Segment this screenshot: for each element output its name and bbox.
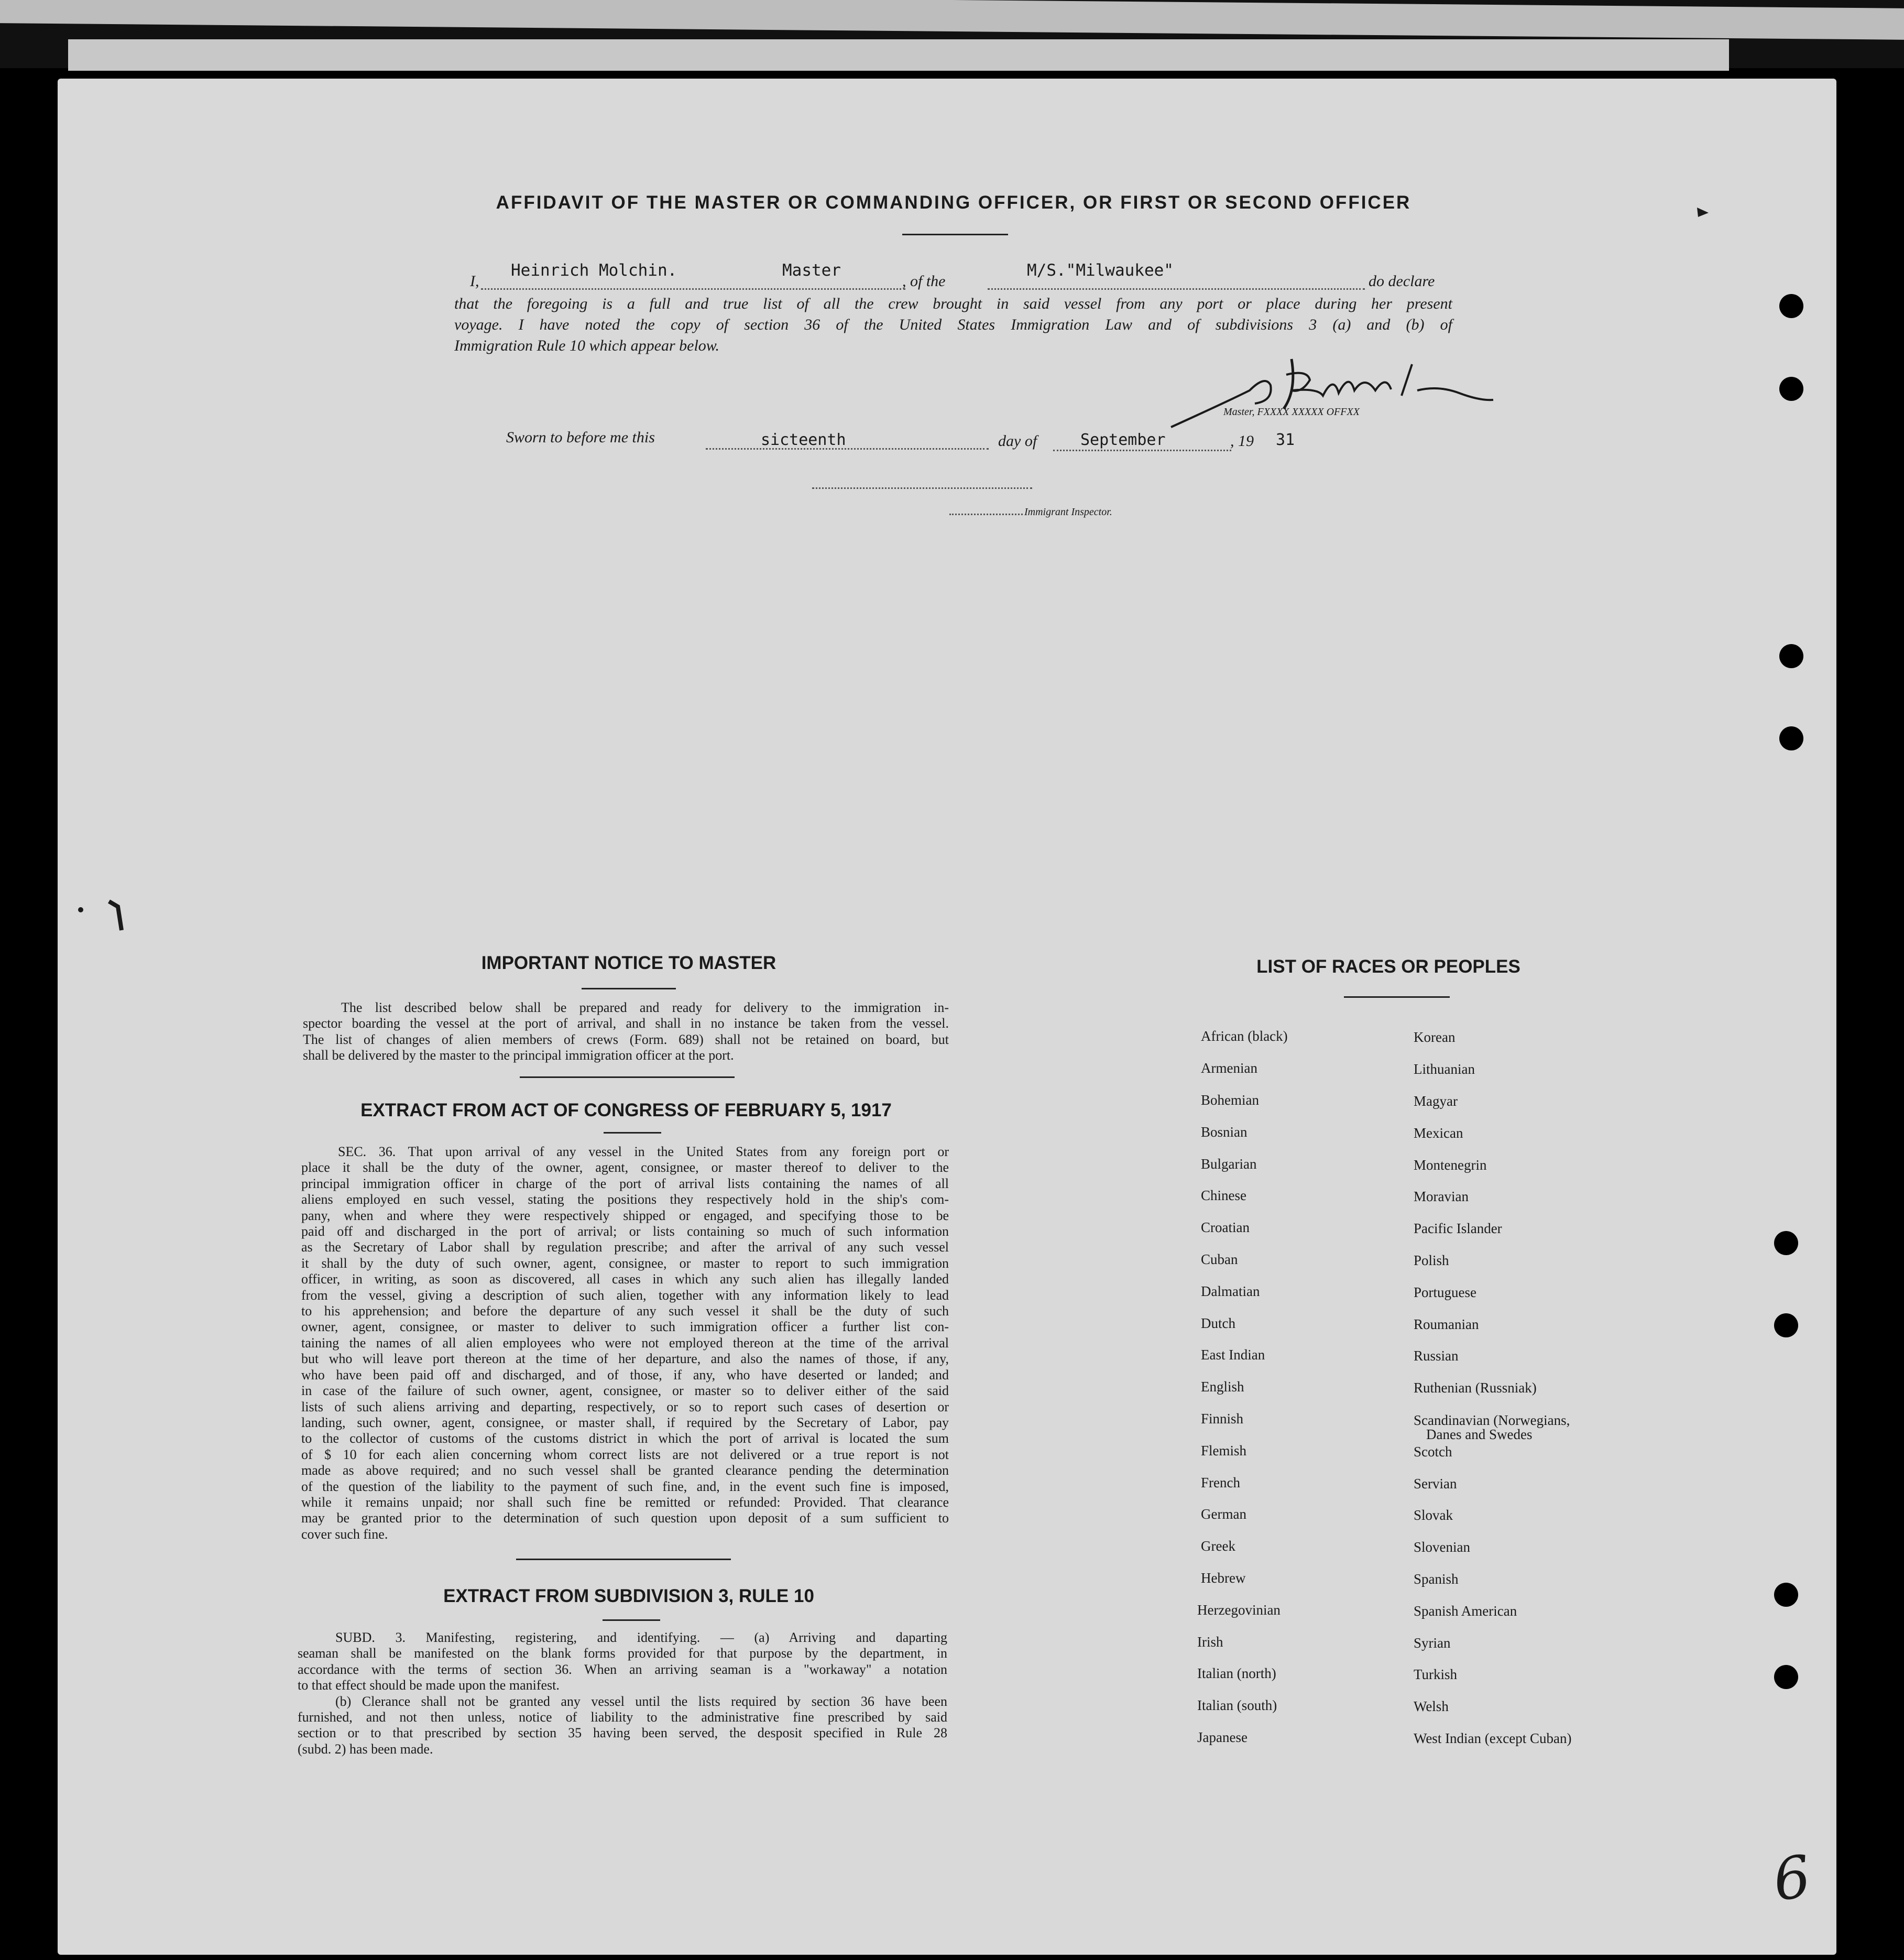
act-line: taining the names of all alien employees who were not employed thereon at the time of the arrival — [301, 1335, 949, 1351]
punch-hole — [1779, 377, 1803, 401]
race-item: Turkish — [1414, 1667, 1458, 1682]
race-item: Portuguese — [1414, 1284, 1476, 1300]
race-item: Hebrew — [1201, 1570, 1246, 1586]
arrow-icon — [1695, 205, 1711, 219]
name-field-line — [481, 288, 905, 290]
act-line: made as above required; and no such vessel shall be granted clearance pending the determination — [301, 1463, 949, 1478]
act-extract-title: EXTRACT FROM ACT OF CONGRESS OF FEBRUARY 5, 1917 — [360, 1100, 892, 1120]
divider — [902, 234, 1008, 235]
day-field-line — [706, 448, 989, 450]
rule-line: SUBD. 3. Manifesting, registering, and identifying. — (a) Arriving and daparting — [335, 1630, 947, 1645]
notice-line: The list described below shall be prepared and ready for delivery to the immigration in- — [341, 1000, 949, 1015]
punch-hole — [1779, 726, 1803, 750]
race-item: Spanish American — [1414, 1603, 1517, 1619]
of-the-label: , of the — [902, 273, 946, 290]
race-item: Ruthenian (Russniak) — [1414, 1380, 1537, 1396]
sworn-month: September — [1080, 431, 1166, 449]
act-line: paid off and discharged in the port of arrival; or lists containing so much of such information — [301, 1224, 949, 1239]
act-line: to the collector of customs of the customs district in which the port of arrival is located the sum — [301, 1431, 949, 1446]
page-number-mark: 6 — [1769, 1842, 1815, 1914]
race-item: Pacific Islander — [1414, 1221, 1502, 1236]
act-line: to his apprehension; and before the departure of any such vessel it shall be the duty of such — [301, 1303, 949, 1319]
act-line: aliens employed en such vessel, stating the positions they respectively hold in the ship's com- — [301, 1192, 949, 1207]
act-line: SEC. 36. That upon arrival of any vessel in the United States from any foreign port or — [338, 1144, 949, 1159]
race-item: Cuban — [1201, 1251, 1238, 1267]
race-item: Finnish — [1201, 1411, 1244, 1427]
race-item: East Indian — [1201, 1347, 1265, 1363]
race-item: Japanese — [1197, 1729, 1248, 1745]
rule-line: (b) Clerance shall not be granted any vessel until the lists required by section 36 have been — [335, 1693, 947, 1709]
month-field-line — [1053, 450, 1231, 451]
act-line: principal immigration officer in charge of the port of arrival lists containing the names of all — [301, 1175, 949, 1191]
master-name: Heinrich Molchin. — [511, 261, 677, 280]
act-line: may be granted prior to the determination of such question upon deposit of a sum sufficient to — [301, 1510, 949, 1526]
notice-line: The list of changes of alien members of crews (Form. 689) shall not be retained on board, but — [303, 1031, 949, 1047]
rule-line: seaman shall be manifested on the blank forms provided for that purpose by the department, in — [298, 1646, 947, 1661]
race-item: Servian — [1414, 1476, 1457, 1491]
act-line: from the vessel, giving a description of such alien, together with any information likely to lead — [301, 1287, 949, 1303]
race-item: Montenegrin — [1414, 1157, 1487, 1173]
race-item: Russian — [1414, 1348, 1459, 1364]
rule-line: to that effect should be made upon the manifest. — [298, 1678, 560, 1693]
race-item: Dalmatian — [1201, 1283, 1260, 1299]
act-line: while it remains unpaid; nor shall such fine be remitted or refunded: Provided. That clearance — [301, 1494, 949, 1510]
affidavit-line-2: that the foregoing is a full and true list of all the crew brought in said vessel from any port or place during her present — [454, 295, 1452, 312]
race-item: Magyar — [1414, 1093, 1458, 1109]
affidavit-pronoun: I, — [470, 273, 479, 290]
rule-extract-body — [298, 1630, 947, 1757]
race-item: Scandinavian (Norwegians, — [1414, 1412, 1570, 1428]
act-line: officer, in writing, as soon as discovered, all cases in which any such alien has illegally landed — [301, 1271, 949, 1287]
act-line: as the Secretary of Labor shall by regulation prescribe; and after the arrival of any such vessel — [301, 1239, 949, 1255]
rule-line: (subd. 2) has been made. — [298, 1741, 433, 1757]
race-item: West Indian (except Cuban) — [1414, 1730, 1572, 1746]
sworn-year: 31 — [1276, 431, 1295, 449]
sworn-day: sicteenth — [761, 431, 846, 449]
race-item: Dutch — [1201, 1315, 1235, 1331]
rule-line: accordance with the terms of section 36. When an arriving seaman is a "workaway" a notation — [298, 1661, 947, 1677]
punch-hole — [1774, 1313, 1798, 1337]
race-item: Bosnian — [1201, 1124, 1248, 1140]
rule-line: section or to that prescribed by section 35 having been served, the desposit specified in Rule 28 — [298, 1725, 947, 1741]
notice-line: spector boarding the vessel at the port of arrival, and shall in no instance be taken from the vessel. — [303, 1016, 949, 1031]
race-item: Italian (south) — [1197, 1697, 1277, 1713]
act-line: owner, agent, consignee, or master to deliver to such immigration officer a further list con- — [301, 1319, 949, 1335]
race-item: Roumanian — [1414, 1316, 1479, 1332]
race-item: German — [1201, 1506, 1246, 1522]
act-line: of the question of the liability to the payment of such fine, and, in the event such fine is imposed, — [301, 1478, 949, 1494]
race-item: Bohemian — [1201, 1092, 1259, 1108]
punch-hole — [1779, 644, 1803, 668]
divider — [603, 1619, 660, 1621]
act-line: cover such fine. — [301, 1526, 388, 1542]
vessel-field-line — [988, 288, 1365, 290]
act-extract-body — [301, 1144, 949, 1542]
punch-hole — [1774, 1583, 1798, 1607]
divider — [520, 1076, 735, 1078]
race-item: Irish — [1197, 1634, 1223, 1650]
race-item: Korean — [1414, 1029, 1456, 1045]
races-title: LIST OF RACES OR PEOPLES — [1256, 956, 1520, 977]
edge-mark — [73, 891, 136, 938]
master-signature — [1166, 354, 1501, 432]
act-line: landing, such owner, agent, consignee, or master shall, if required by the Secretary of Labor, pay — [301, 1414, 949, 1430]
signature-caption: Master, FXXXX XXXXX OFFXX — [1223, 406, 1360, 418]
act-line: pany, when and where they were respectively shipped or engaged, and specifying those to be — [301, 1207, 949, 1223]
inspector-line-1 — [812, 487, 1032, 489]
vessel-name: M/S."Milwaukee" — [1027, 261, 1174, 280]
sworn-label: Sworn to before me this — [506, 429, 655, 446]
race-item: Croatian — [1201, 1219, 1250, 1235]
race-item: Polish — [1414, 1253, 1449, 1268]
inspector-caption: Immigrant Inspector. — [1024, 506, 1112, 518]
divider — [582, 988, 676, 989]
inspector-line-2 — [949, 514, 1023, 515]
race-item: Danes and Swedes — [1426, 1427, 1533, 1442]
act-line: place it shall be the duty of the owner, agent, consignee, or master thereof to deliver to the — [301, 1160, 949, 1175]
race-item: Greek — [1201, 1538, 1235, 1554]
race-item: Moravian — [1414, 1189, 1469, 1204]
act-line: of $ 10 for each alien concerning whom correct lists are not delivered or a true report is not — [301, 1446, 949, 1462]
race-item: Italian (north) — [1197, 1665, 1276, 1681]
notice-title: IMPORTANT NOTICE TO MASTER — [481, 953, 776, 973]
act-line: in case of the failure of such owner, agent, consignee, or master so to deliver either of the said — [301, 1383, 949, 1399]
year-prefix: , 19 — [1230, 432, 1254, 450]
race-item: Armenian — [1201, 1060, 1257, 1076]
notice-line: shall be delivered by the master to the principal immigration officer at the port. — [303, 1048, 734, 1063]
rule-extract-title: EXTRACT FROM SUBDIVISION 3, RULE 10 — [443, 1586, 814, 1606]
race-item: Syrian — [1414, 1635, 1451, 1651]
punch-hole — [1774, 1665, 1798, 1689]
divider — [516, 1559, 731, 1560]
race-item: Slovak — [1414, 1507, 1453, 1523]
race-item: Welsh — [1414, 1698, 1449, 1714]
act-line: who have been paid off and discharged, and of those, if any, who have deserted or landed; and — [301, 1367, 949, 1382]
punch-hole — [1774, 1231, 1798, 1255]
race-item: Scotch — [1414, 1444, 1452, 1460]
affidavit-title: AFFIDAVIT OF THE MASTER OR COMMANDING OFFICER, OR FIRST OR SECOND OFFICER — [496, 192, 1411, 213]
day-of-label: day of — [998, 432, 1037, 450]
act-line: but who will leave port thereon at the time of her departure, and also the names of those, if any, — [301, 1351, 949, 1367]
act-line: it shall by the duty of such owner, agent, consignee, or master to report to such immigration — [301, 1255, 949, 1271]
underlying-sheet-2 — [68, 39, 1729, 71]
notice-body — [303, 1000, 949, 1064]
race-item: Lithuanian — [1414, 1061, 1475, 1077]
affidavit-line-4: Immigration Rule 10 which appear below. — [454, 337, 720, 354]
master-rank: Master — [782, 261, 841, 280]
race-item: Chinese — [1201, 1188, 1246, 1203]
race-item: African (black) — [1201, 1028, 1288, 1044]
race-item: French — [1201, 1475, 1240, 1490]
punch-hole — [1779, 294, 1803, 318]
race-item: Spanish — [1414, 1571, 1459, 1587]
race-item: English — [1201, 1379, 1244, 1395]
divider — [1344, 996, 1450, 998]
race-item: Bulgarian — [1201, 1156, 1257, 1172]
race-item: Mexican — [1414, 1125, 1463, 1141]
race-item: Slovenian — [1414, 1539, 1470, 1555]
do-declare-label: do declare — [1369, 273, 1435, 290]
affidavit-line-3: voyage. I have noted the copy of section 36 of the United States Immigration Law and of subdivisions 3 (a) and (b) of — [454, 316, 1452, 333]
act-line: lists of such aliens arriving and departing, respectively, or so to report such cases of desertion or — [301, 1399, 949, 1414]
rule-line: furnished, and not then unless, notice of liability to the administrative fine prescribed by said — [298, 1709, 947, 1725]
race-item: Flemish — [1201, 1443, 1247, 1458]
race-item: Herzegovinian — [1197, 1602, 1281, 1618]
divider — [604, 1132, 661, 1134]
